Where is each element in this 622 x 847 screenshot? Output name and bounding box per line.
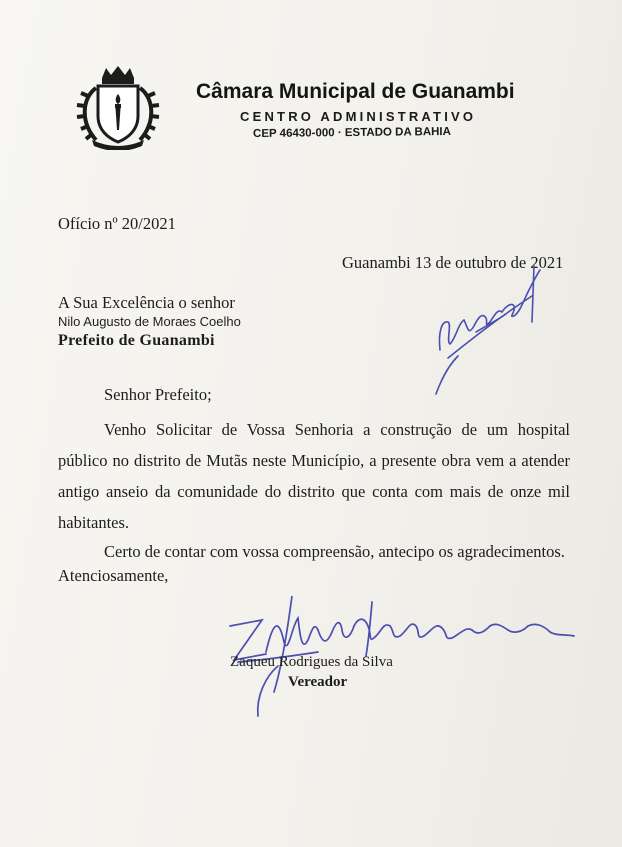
department-name: CENTRO ADMINISTRATIVO (240, 109, 477, 124)
municipal-crest-icon (74, 66, 162, 150)
recipient-name: Nilo Augusto de Moraes Coelho (58, 314, 241, 329)
signer-name: Zaqueu Rodrigues da Silva (230, 654, 393, 670)
institution-name: Câmara Municipal de Guanambi (196, 80, 515, 103)
salutation: Senhor Prefeito; (104, 385, 212, 404)
postal-code-line: CEP 46430-000 · ESTADO DA BAHIA (252, 125, 451, 141)
letter-reference: Ofício nº 20/2021 (58, 214, 176, 233)
signer-role: Vereador (288, 674, 348, 690)
recipient-title: Prefeito de Guanambi (58, 332, 215, 349)
recipient-line: A Sua Excelência o senhor (58, 293, 235, 312)
body-paragraph: Venho Solicitar de Vossa Senhoria a construção de um hospital público no distrito de Mutãs neste Município, a presente obra vem a atender antigo anseio da comunidade do distrito que conta com mais de onze mil habitantes. (58, 420, 570, 532)
closing-phrase: Atenciosamente, (58, 566, 169, 585)
thanks-paragraph: Certo de contar com vossa compreensão, antecipo os agradecimentos. (104, 542, 565, 561)
receipt-signature-icon (428, 262, 548, 402)
letter-date: Guanambi 13 de outubro de 2021 (342, 253, 564, 272)
